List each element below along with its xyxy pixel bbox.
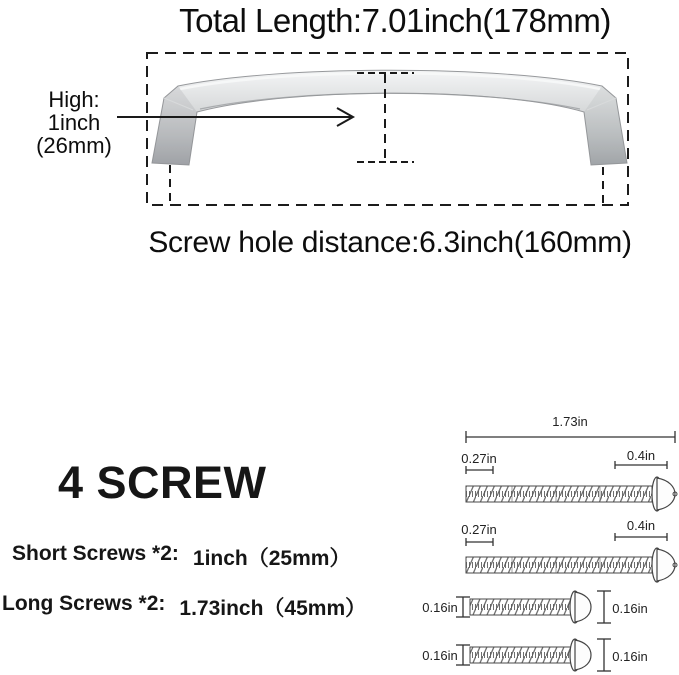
long-screws-label: Long Screws *2: — [2, 592, 166, 615]
dim-thread-right-1: 0.4in — [626, 448, 656, 463]
screw-hole-distance-label: Screw hole distance:6.3inch(160mm) — [148, 226, 632, 259]
dim-diameter-head-1: 0.16in — [612, 601, 648, 616]
short-screw-1 — [456, 591, 611, 623]
dim-thread-right-2: 0.4in — [626, 518, 656, 533]
short-screws-spec — [12, 542, 350, 572]
short-screws-value: 1inch（25mm） — [192, 547, 351, 570]
dim-total-length: 1.73in — [552, 414, 588, 429]
dim-diameter-shaft-1: 0.16in — [422, 600, 458, 615]
dim-thread-left-1: 0.27in — [461, 451, 497, 466]
short-screw-2 — [456, 639, 611, 671]
dim-thread-left-2: 0.27in — [461, 522, 497, 537]
screw-section-title: 4 SCREW — [58, 457, 267, 508]
long-screws-value: 1.73inch（45mm） — [179, 597, 367, 620]
long-screw-2 — [466, 548, 677, 582]
height-label-line-3: (26mm) — [36, 133, 112, 158]
screw-total-dimension — [466, 431, 675, 443]
total-length-label: Total Length:7.01inch(178mm) — [179, 2, 611, 39]
height-arrow — [117, 108, 353, 126]
height-label-line-2: 1inch — [47, 110, 101, 135]
long-screw-1 — [466, 477, 677, 511]
height-label-line-1: High: — [48, 87, 100, 112]
long-screws-spec — [2, 592, 366, 622]
height-label — [18, 88, 130, 157]
dim-diameter-shaft-2: 0.16in — [422, 648, 458, 663]
dim-diameter-head-2: 0.16in — [612, 649, 648, 664]
short-screws-label: Short Screws *2: — [12, 542, 179, 565]
